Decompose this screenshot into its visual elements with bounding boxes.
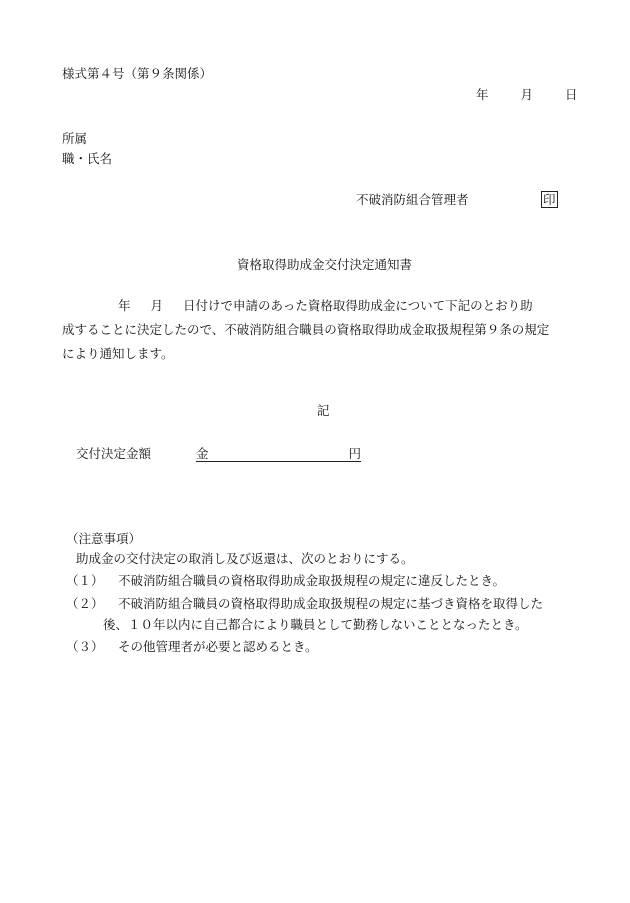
body-paragraph xyxy=(62,294,587,366)
note-item-3-text: その他管理者が必要と認めるとき。 xyxy=(118,639,318,654)
form-id: 様式第４号（第９条関係） xyxy=(62,66,213,81)
title-name-label: 職・氏名 xyxy=(62,151,113,166)
notes-heading: （注意事項） xyxy=(66,531,142,546)
amount-blank-line xyxy=(209,447,349,462)
amount-prefix: 金 xyxy=(196,446,209,461)
note-item-1-number: （１） xyxy=(66,573,104,588)
body-line-1-rest: 日付けで申請のあった資格取得助成金について下記のとおり助 xyxy=(183,298,533,313)
amount-field xyxy=(196,446,361,462)
body-month: 月 xyxy=(150,298,164,313)
note-item-2-number: （２） xyxy=(66,596,104,611)
document-title: 資格取得助成金交付決定通知書 xyxy=(237,257,413,272)
issuer-name: 不破消防組合管理者 xyxy=(356,192,469,207)
date-year: 年 xyxy=(476,87,489,102)
amount-label: 交付決定金額 xyxy=(76,446,152,461)
note-item-3-number: （３） xyxy=(66,639,104,654)
body-line-3: により通知します。 xyxy=(62,346,174,361)
notes-intro: 助成金の交付決定の取消し及び返還は、次のとおりにする。 xyxy=(76,551,414,566)
body-year: 年 xyxy=(118,298,131,313)
amount-suffix: 円 xyxy=(348,446,362,461)
body-line-2: 成することに決定したので、不破消防組合職員の資格取得助成金取扱規程第９条の規定 xyxy=(62,322,550,337)
note-item-2-continuation: 後、１０年以内に自己都合により職員として勤務しないこととなったとき。 xyxy=(103,617,528,632)
body-line-1 xyxy=(62,294,587,318)
seal-box xyxy=(541,191,558,208)
seal-mark: 印 xyxy=(543,192,556,207)
date-month: 月 xyxy=(520,87,533,102)
note-item-1-text: 不破消防組合職員の資格取得助成金取扱規程の規定に違反したとき。 xyxy=(118,573,506,588)
date-field xyxy=(476,87,577,103)
ki-heading: 記 xyxy=(317,403,330,418)
affiliation-label: 所属 xyxy=(62,131,88,146)
note-item-2-text: 不破消防組合職員の資格取得助成金取扱規程の規定に基づき資格を取得した xyxy=(118,596,544,611)
date-day: 日 xyxy=(564,87,578,102)
